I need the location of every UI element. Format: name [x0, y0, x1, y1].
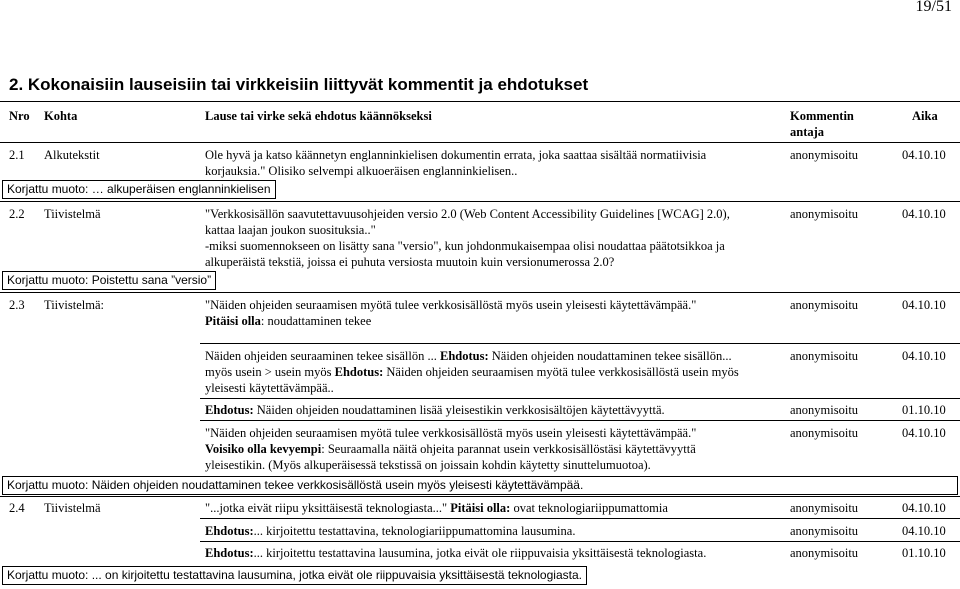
row-rule: [0, 292, 960, 293]
row-text-line: "Näiden ohjeiden seuraamisen myötä tulee verkkosisällöstä myös usein yleisesti käytettävämpää.": [205, 298, 697, 312]
row-aika: 04.10.10: [902, 298, 946, 312]
row-text-line: [205, 441, 696, 457]
row-nro: 2.1: [9, 148, 25, 162]
row-antaja: anonymisoitu: [790, 546, 859, 560]
row-text-line: korjauksia." Olisiko selvempi alkuoeräisen englanninkielisen..: [205, 164, 518, 178]
correction-note: Korjattu muoto: … alkuperäisen englanninkielisen: [2, 180, 276, 199]
page-number: 19/51: [915, 0, 952, 15]
row-antaja: anonymisoitu: [790, 501, 859, 515]
header-lause: Lause tai virke sekä ehdotus käännökseksi: [205, 109, 432, 123]
row-rule: [200, 420, 960, 421]
row-text-part: ... kirjoitettu testattavina, teknologiariippumattomina lausumina.: [253, 524, 576, 538]
row-aika: 04.10.10: [902, 148, 946, 162]
row-nro: 2.2: [9, 207, 25, 221]
row-rule: [0, 496, 960, 497]
header-antaja: antaja: [790, 125, 825, 139]
row-text-line: [205, 500, 668, 516]
header-kohta: Kohta: [44, 109, 78, 123]
bold-label: Ehdotus:: [205, 403, 254, 417]
row-text-line: -miksi suomennokseen on lisätty sana "versio", kun johdonmukaisempaa olisi noudattaa päätotsikkoa ja: [205, 239, 725, 253]
section-heading: 2. Kokonaisiin lauseisiin tai virkkeisiin liittyvät kommentit ja ehdotukset: [9, 75, 589, 94]
row-aika: 04.10.10: [902, 207, 946, 221]
row-text-part: ovat teknologiariippumattomia: [510, 501, 668, 515]
row-aika: 01.10.10: [902, 546, 946, 560]
row-aika: 01.10.10: [902, 403, 946, 417]
row-rule: [200, 541, 960, 542]
row-nro: 2.3: [9, 298, 25, 312]
row-text-part: Näiden ohjeiden seuraaminen tekee sisällön ...: [205, 349, 440, 363]
row-text-line: "Verkkosisällön saavutettavuusohjeiden versio 2.0 (Web Content Accessibility Guidelines [WCAG] 2.0),: [205, 207, 730, 221]
bold-label: Ehdotus:: [205, 546, 254, 560]
header-kommentin: Kommentin: [790, 109, 854, 123]
bold-label: Pitäisi olla:: [450, 501, 511, 515]
header-rule: [0, 142, 960, 143]
row-antaja: anonymisoitu: [790, 349, 859, 363]
row-text-line: yleisesti käytettävämpää..: [205, 381, 334, 395]
bold-label: Pitäisi olla: [205, 314, 261, 328]
row-text-line: "Näiden ohjeiden seuraamisen myötä tulee verkkosisällöstä myös usein yleisesti käytettävämpää.": [205, 426, 697, 440]
row-text-line: [205, 523, 575, 539]
row-text-part: Näiden ohjeiden noudattaminen lisää yleisestikin verkkosisältöjen käytettävyyttä.: [253, 403, 665, 417]
row-text-line: [205, 545, 706, 561]
row-kohta: Tiivistelmä: [44, 501, 101, 515]
correction-note: Korjattu muoto: Näiden ohjeiden noudattaminen tekee verkkosisällöstä usein myös yleisesti käytettävämpää.: [2, 476, 958, 495]
row-text-line: Ole hyvä ja katso käännetyn englanninkielisen dokumentin errata, joka saattaa sisältää normatiivisia: [205, 148, 707, 162]
row-text-line: [205, 313, 371, 329]
row-aika: 04.10.10: [902, 524, 946, 538]
row-text-part: myös usein > usein myös: [205, 365, 335, 379]
row-rule: [200, 398, 960, 399]
row-aika: 04.10.10: [902, 501, 946, 515]
header-nro: Nro: [9, 109, 30, 123]
row-text-line: yleisestikin. (Myös alkuperäisessä tekstissä on joissain kohdin käytetty sinuttelumuotoa).: [205, 458, 651, 472]
bold-label: Ehdotus:: [205, 524, 254, 538]
row-antaja: anonymisoitu: [790, 524, 859, 538]
bold-label: Voisiko olla kevyempi: [205, 442, 322, 456]
row-aika: 04.10.10: [902, 349, 946, 363]
row-text-part: ... kirjoitettu testattavina lausumina, jotka eivät ole riippuvaisia yksittäisestä teknologiasta.: [253, 546, 707, 560]
row-rule: [200, 343, 960, 344]
row-text-line: [205, 348, 732, 364]
row-kohta: Tiivistelmä: [44, 207, 101, 221]
row-text-line: [205, 364, 739, 380]
row-kohta: Tiivistelmä:: [44, 298, 104, 312]
bold-label: Ehdotus:: [440, 349, 489, 363]
row-text-part: Näiden ohjeiden noudattaminen tekee sisällön...: [488, 349, 732, 363]
table-top-rule: [0, 101, 960, 102]
row-antaja: anonymisoitu: [790, 207, 859, 221]
row-antaja: anonymisoitu: [790, 148, 859, 162]
row-rule: [0, 201, 960, 202]
header-aika: Aika: [912, 109, 938, 123]
correction-note: Korjattu muoto: Poistettu sana ”versio”: [2, 271, 216, 290]
row-text-part: Näiden ohjeiden seuraamisen myötä tulee verkkosisällöstä usein myös: [383, 365, 739, 379]
row-antaja: anonymisoitu: [790, 298, 859, 312]
row-text-line: alkuperäistä tekstiä, joissa ei puhuta versiosta muutoin kuin versionumerossa 2.0?: [205, 255, 615, 269]
row-text-part: "...jotka eivät riipu yksittäisestä teknologiasta...": [205, 501, 451, 515]
row-antaja: anonymisoitu: [790, 426, 859, 440]
row-nro: 2.4: [9, 501, 25, 515]
bold-label: Ehdotus:: [334, 365, 384, 379]
row-rule: [200, 518, 960, 519]
row-text-rest: : noudattaminen tekee: [260, 314, 372, 328]
row-aika: 04.10.10: [902, 426, 946, 440]
row-kohta: Alkutekstit: [44, 148, 100, 162]
correction-note: Korjattu muoto: ... on kirjoitettu testattavina lausumina, jotka eivät ole riippuvaisia yksittäisestä teknologiasta.: [2, 566, 587, 585]
row-text-part: : Seuraamalla näitä ohjeita parannat usein verkkosisällöstäsi käytettävyyttä: [321, 442, 696, 456]
row-text-line: [205, 402, 665, 418]
row-text-line: kattaa laajan joukon suosituksia..": [205, 223, 376, 237]
row-antaja: anonymisoitu: [790, 403, 859, 417]
